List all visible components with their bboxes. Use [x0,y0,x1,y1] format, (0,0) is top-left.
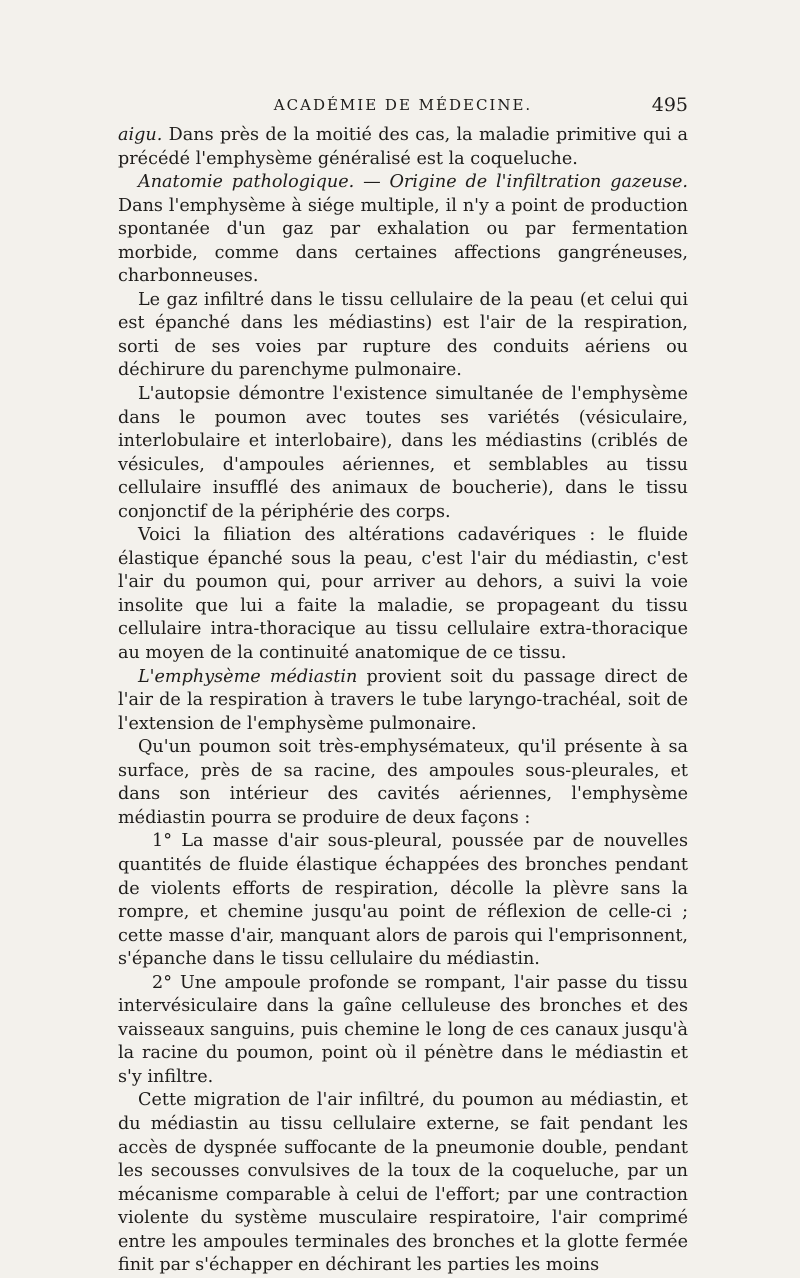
paragraph-1 [118,124,688,171]
paragraph-1-text: Dans près de la moitié des cas, la maladie primitive qui a précédé l'emphysème généralisé est la coqueluche. [118,125,688,169]
paragraph-6 [118,666,688,737]
paragraph-2 [118,171,688,289]
paragraph-6-text: provient soit du passage direct de l'air de la respiration à travers le tube laryngo-trachéal, soit de l'extension de l'emphysème pulmonaire. [118,666,688,734]
numbered-paragraph-2: 2° Une ampoule profonde se rompant, l'air passe du tissu intervésiculaire dans la gaîne celluleuse des bronches et des vaisseaux sanguins, puis chemine le long de ces canaux jusqu'à la racine du poumon, point où il pénètre dans le médiastin et s'y infiltre. [118,972,688,1087]
numbered-paragraph-1: 1° La masse d'air sous-pleural, poussée par de nouvelles quantités de fluide élastique échappées des bronches pendant de violents efforts de respiration, décolle la plèvre sans la rompre, et chemine jusqu'au point de réflexion de celle-ci ; cette masse d'air, manquant alors de parois qui l'emprisonnent, s'épanche dans le tissu cellulaire du médiastin. [118,831,688,970]
paragraph-10: Cette migration de l'air infiltré, du poumon au médiastin, et du médiastin au tissu cellulaire externe, se fait pendant les accès de dyspnée suffocante de la pneumonie double, pendant les secousses convulsives de la toux de la coqueluche, par un mécanisme comparable à celui de l'effort; par une contraction violente du système musculaire respiratoire, l'air comprimé entre les ampoules terminales des bronches et la glotte fermée finit par s'échapper en déchirant les parties les moins [118,1090,688,1276]
paragraph-2-text: Dans l'emphysème à siége multiple, il n'y a point de production spontanée d'un gaz par exhalation ou par fermentation morbide, comme dans certaines affections gangréneuses, charbonneuses. [118,195,688,287]
running-title: ACADÉMIE DE MÉDECINE. [273,96,533,114]
paragraph-5: Voici la filiation des altérations cadavériques : le fluide élastique épanché sous la peau, c'est l'air du médiastin, c'est l'air du poumon qui, pour arriver au dehors, a suivi la voie insolite que lui a faite la maladie, se propageant du tissu cellulaire intra-thoracique au tissu cellulaire extra-thoracique au moyen de la continuité anatomique de ce tissu. [118,525,688,664]
page-header [118,96,688,122]
section-heading-anatomie: Anatomie pathologique. — Origine de l'infiltration gazeuse. [138,172,688,193]
paragraph-4: L'autopsie démontre l'existence simultanée de l'emphysème dans le poumon avec toutes ses variétés (vésiculaire, interlobulaire et interlobaire), dans les médiastins (criblés de vésicules, d'ampoules aériennes, et semblables au tissu cellulaire insufflé des animaux de boucherie), dans le tissu conjonctif de la périphérie des corps. [118,384,688,522]
section-heading-emphyseme-mediastin: L'emphysème médiastin [138,666,358,687]
paragraph-7: Qu'un poumon soit très-emphysémateux, qu'il présente à sa surface, près de sa racine, des ampoules sous-pleurales, et dans son intérieur des cavités aériennes, l'emphysème médiastin pourra se produire de deux façons : [118,737,688,828]
paragraph-1-lead: aigu. [118,125,163,145]
body-text [118,124,688,1278]
paragraph-3: Le gaz infiltré dans le tissu cellulaire de la peau (et celui qui est épanché dans les médiastins) est l'air de la respiration, sorti de ses voies par rupture des conduits aériens ou déchirure du parenchyme pulmonaire. [118,289,688,381]
page-number: 495 [651,94,688,116]
